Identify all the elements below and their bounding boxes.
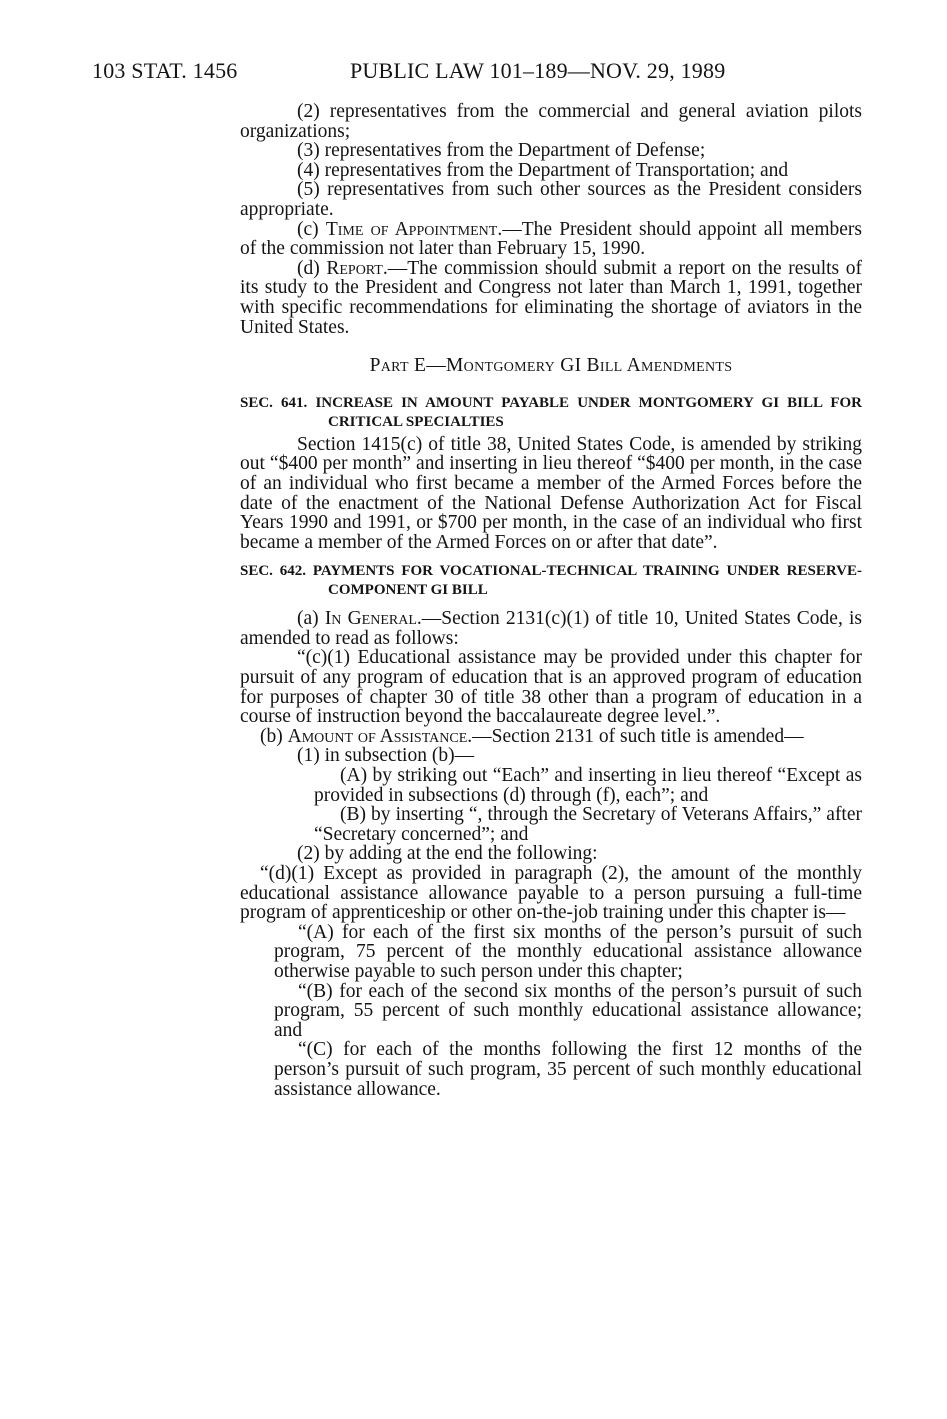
paragraph: “(C) for each of the months following the first 12 months of the person’s pursuit of such program, 35 percent of such monthly educational assistance allowance. [274, 1039, 862, 1100]
paragraph: (5) representatives from such other sources as the President considers appropriate. [240, 179, 862, 220]
paragraph: (1) in subsection (b)— [297, 745, 475, 767]
page-header [92, 54, 862, 88]
paragraph-amount-of-assistance [240, 727, 862, 747]
paragraph: (2) by adding at the end the following: [297, 843, 598, 865]
paragraph: “(A) for each of the first six months of the person’s pursuit of such program, 75 percent of the monthly educational assistance allowance otherwise payable to such person under this chapter; [274, 921, 862, 982]
section-641-heading: SEC. 641. INCREASE IN AMOUNT PAYABLE UNDER MONTGOMERY GI BILL FOR CRITICAL SPECIALTIES [240, 394, 862, 430]
section-642-heading: SEC. 642. PAYMENTS FOR VOCATIONAL-TECHNICAL TRAINING UNDER RESERVE-COMPONENT GI BILL [240, 563, 862, 599]
subsection-heading: In General. [324, 608, 422, 630]
paragraph: “(d)(1) Except as provided in paragraph (2), the amount of the monthly educational assistance allowance payable to a person pursuing a full-time program of apprenticeship or other on-the-job training under this chapter is— [240, 863, 862, 924]
subsection-text: —Section 2131(c)(1) of title 10, United States Code, is amended to read as follows: [240, 608, 862, 649]
paragraph: (B) by inserting “, through the Secretary of Veterans Affairs,” after “Secretary concerned”; and [314, 804, 862, 845]
subsection-label: (b) [260, 725, 288, 747]
paragraph: (2) representatives from the commercial and general aviation pilots organizations; [240, 101, 862, 142]
subsection-label: (a) [297, 608, 325, 630]
document-body [240, 102, 862, 1099]
subsection-text: —The commission should submit a report on the results of its study to the President and Congress not later than March 1, 1991, together with specific recommendations for eliminating the shortage of aviators in the United States. [240, 257, 862, 338]
subsection-heading: Time of Appointment. [325, 218, 503, 240]
public-law-title: PUBLIC LAW 101–189—NOV. 29, 1989 [350, 58, 726, 83]
subsection-text: —Section 2131 of such title is amended— [472, 725, 804, 747]
paragraph-report [240, 259, 862, 337]
subsection-text: —The President should appoint all members of the commission not later than February 15, 1990. [240, 218, 862, 260]
subsection-heading: Amount of Assistance. [287, 725, 473, 747]
paragraph: (4) representatives from the Department of Transportation; and [297, 159, 789, 181]
stat-citation: 103 STAT. 1456 [92, 58, 238, 83]
part-heading: Part E—Montgomery GI Bill Amendments [369, 355, 733, 377]
paragraph: (3) representatives from the Department of Defense; [297, 140, 706, 162]
paragraph: “(c)(1) Educational assistance may be provided under this chapter for pursuit of any program of education that is an approved program of education for purposes of chapter 30 of title 38 other than a program of education in a course of instruction beyond the baccalaureate degree level.”. [240, 647, 862, 728]
paragraph-time-of-appointment [240, 220, 862, 259]
paragraph: “(B) for each of the second six months of the person’s pursuit of such program, 55 percent of such monthly educational assistance allowance; and [274, 980, 862, 1041]
paragraph: (A) by striking out “Each” and inserting in lieu thereof “Except as provided in subsections (d) through (f), each”; and [314, 765, 862, 806]
subsection-label: (d) [297, 257, 327, 279]
paragraph: Section 1415(c) of title 38, United States Code, is amended by striking out “$400 per month” and inserting in lieu thereof “$400 per month, in the case of an individual who first became a member of the Armed Forces before the date of the enactment of the National Defense Authorization Act for Fiscal Years 1990 and 1991, or $700 per month, in the case of an individual who first became a member of the Armed Forces on or after that date”. [240, 433, 862, 553]
paragraph-in-general [240, 609, 862, 648]
subsection-label: (c) [297, 218, 326, 240]
subsection-heading: Report. [326, 257, 388, 279]
